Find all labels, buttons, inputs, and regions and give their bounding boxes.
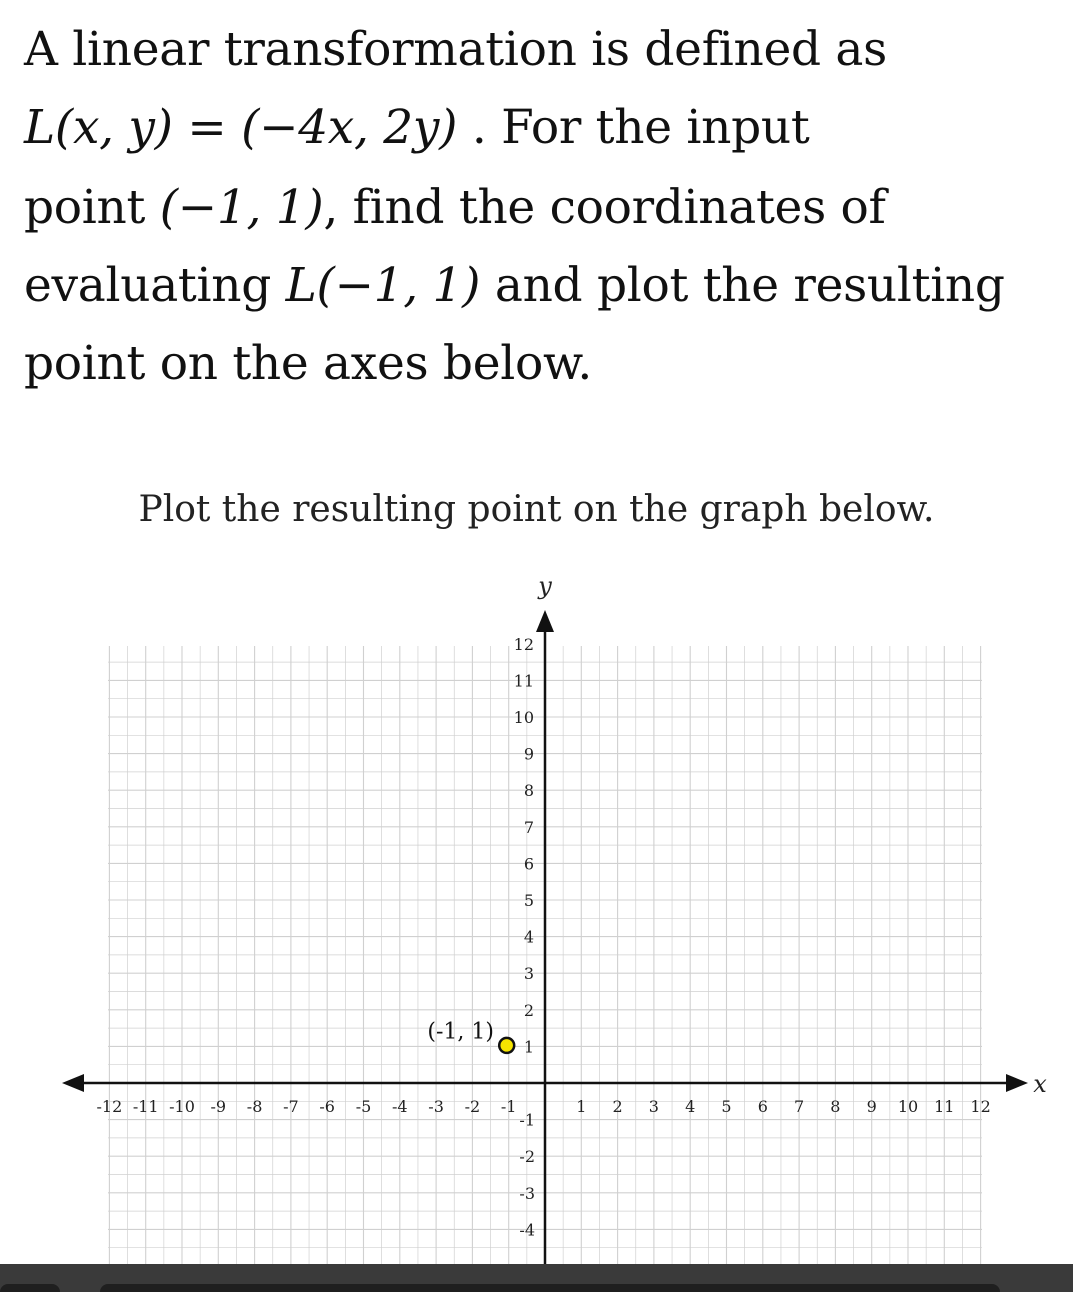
y-tick-label: -3: [519, 1183, 535, 1203]
question-line-1: A linear transformation is defined as: [24, 22, 887, 77]
y-tick-label: 8: [523, 781, 534, 801]
y-tick-label: 10: [513, 708, 534, 727]
x-axis-label: x: [1033, 1070, 1047, 1098]
coordinate-graph[interactable]: [0, 560, 1073, 1264]
question-line-3-text-a: point: [24, 180, 160, 235]
question-line-4: [24, 258, 1005, 314]
x-tick-label: 6: [757, 1097, 768, 1116]
x-tick-label: -8: [246, 1097, 263, 1116]
question-line-3: [24, 180, 886, 236]
question-line-2-text: . For the input: [457, 100, 810, 155]
y-tick-label: 11: [513, 671, 534, 691]
evaluation-math: L(−1, 1): [285, 258, 481, 313]
y-tick-label: 1: [523, 1037, 534, 1057]
x-axis-arrow-right: [1006, 1074, 1028, 1092]
plotted-points[interactable]: [427, 1019, 514, 1053]
question-line-4-text-b: and plot the resulting: [480, 258, 1005, 313]
x-tick-label: 5: [721, 1097, 732, 1116]
x-tick-label: -10: [169, 1097, 195, 1116]
x-axis-arrow-left: [62, 1074, 84, 1092]
x-tick-label: -5: [355, 1097, 372, 1116]
y-tick-label: 9: [523, 744, 534, 764]
x-tick-label: -7: [283, 1097, 299, 1116]
x-tick-label: 3: [648, 1097, 659, 1116]
y-tick-label: 4: [523, 927, 534, 947]
y-tick-label: 2: [523, 1000, 534, 1020]
x-tick-label: -12: [96, 1097, 123, 1116]
x-tick-label: -6: [319, 1097, 335, 1116]
question-panel: [0, 0, 1073, 470]
y-tick-label: 6: [523, 854, 534, 874]
x-tick-label: -11: [132, 1097, 159, 1116]
x-tick-label: 4: [685, 1097, 696, 1116]
y-tick-label: 12: [513, 634, 534, 654]
x-tick-label: -3: [428, 1097, 444, 1116]
question-line-5: point on the axes below.: [24, 336, 592, 391]
x-tick-label: 2: [612, 1097, 623, 1116]
x-tick-label: -9: [210, 1097, 227, 1116]
plot-instruction: Plot the resulting point on the graph below.: [138, 489, 935, 530]
x-tick-label: -1: [500, 1097, 517, 1116]
y-tick-label: 5: [523, 891, 534, 910]
x-tick-label: 7: [794, 1097, 805, 1116]
question-line-3-text-b: , find the coordinates of: [323, 180, 886, 235]
x-tick-label: 1: [576, 1097, 587, 1116]
y-tick-label: 3: [523, 964, 534, 984]
transformation-formula: L(x, y) = (−4x, 2y): [24, 100, 458, 155]
x-tick-label: 9: [866, 1097, 877, 1116]
input-point-math: (−1, 1): [159, 180, 324, 235]
y-axis-arrow-up: [536, 610, 554, 632]
x-tick-label: -4: [392, 1097, 408, 1116]
x-tick-label: 12: [970, 1097, 991, 1116]
x-tick-label: 8: [830, 1097, 841, 1116]
dock-handle-left: [0, 1284, 60, 1292]
plotted-point[interactable]: [499, 1038, 514, 1053]
point-label: (-1, 1): [427, 1019, 494, 1045]
x-tick-label: 11: [934, 1097, 955, 1116]
y-tick-label: 7: [523, 817, 534, 837]
dock-handle-main: [100, 1284, 1000, 1292]
y-tick-label: -1: [519, 1110, 535, 1130]
y-tick-label: -4: [519, 1220, 535, 1240]
x-tick-label: 10: [897, 1097, 919, 1116]
y-axis-label: y: [538, 572, 552, 600]
question-line-2: [24, 100, 809, 156]
bottom-dock: [0, 1264, 1073, 1292]
y-tick-label: -2: [519, 1147, 535, 1167]
x-tick-label: -2: [464, 1097, 481, 1116]
question-line-4-text-a: evaluating: [24, 258, 286, 313]
